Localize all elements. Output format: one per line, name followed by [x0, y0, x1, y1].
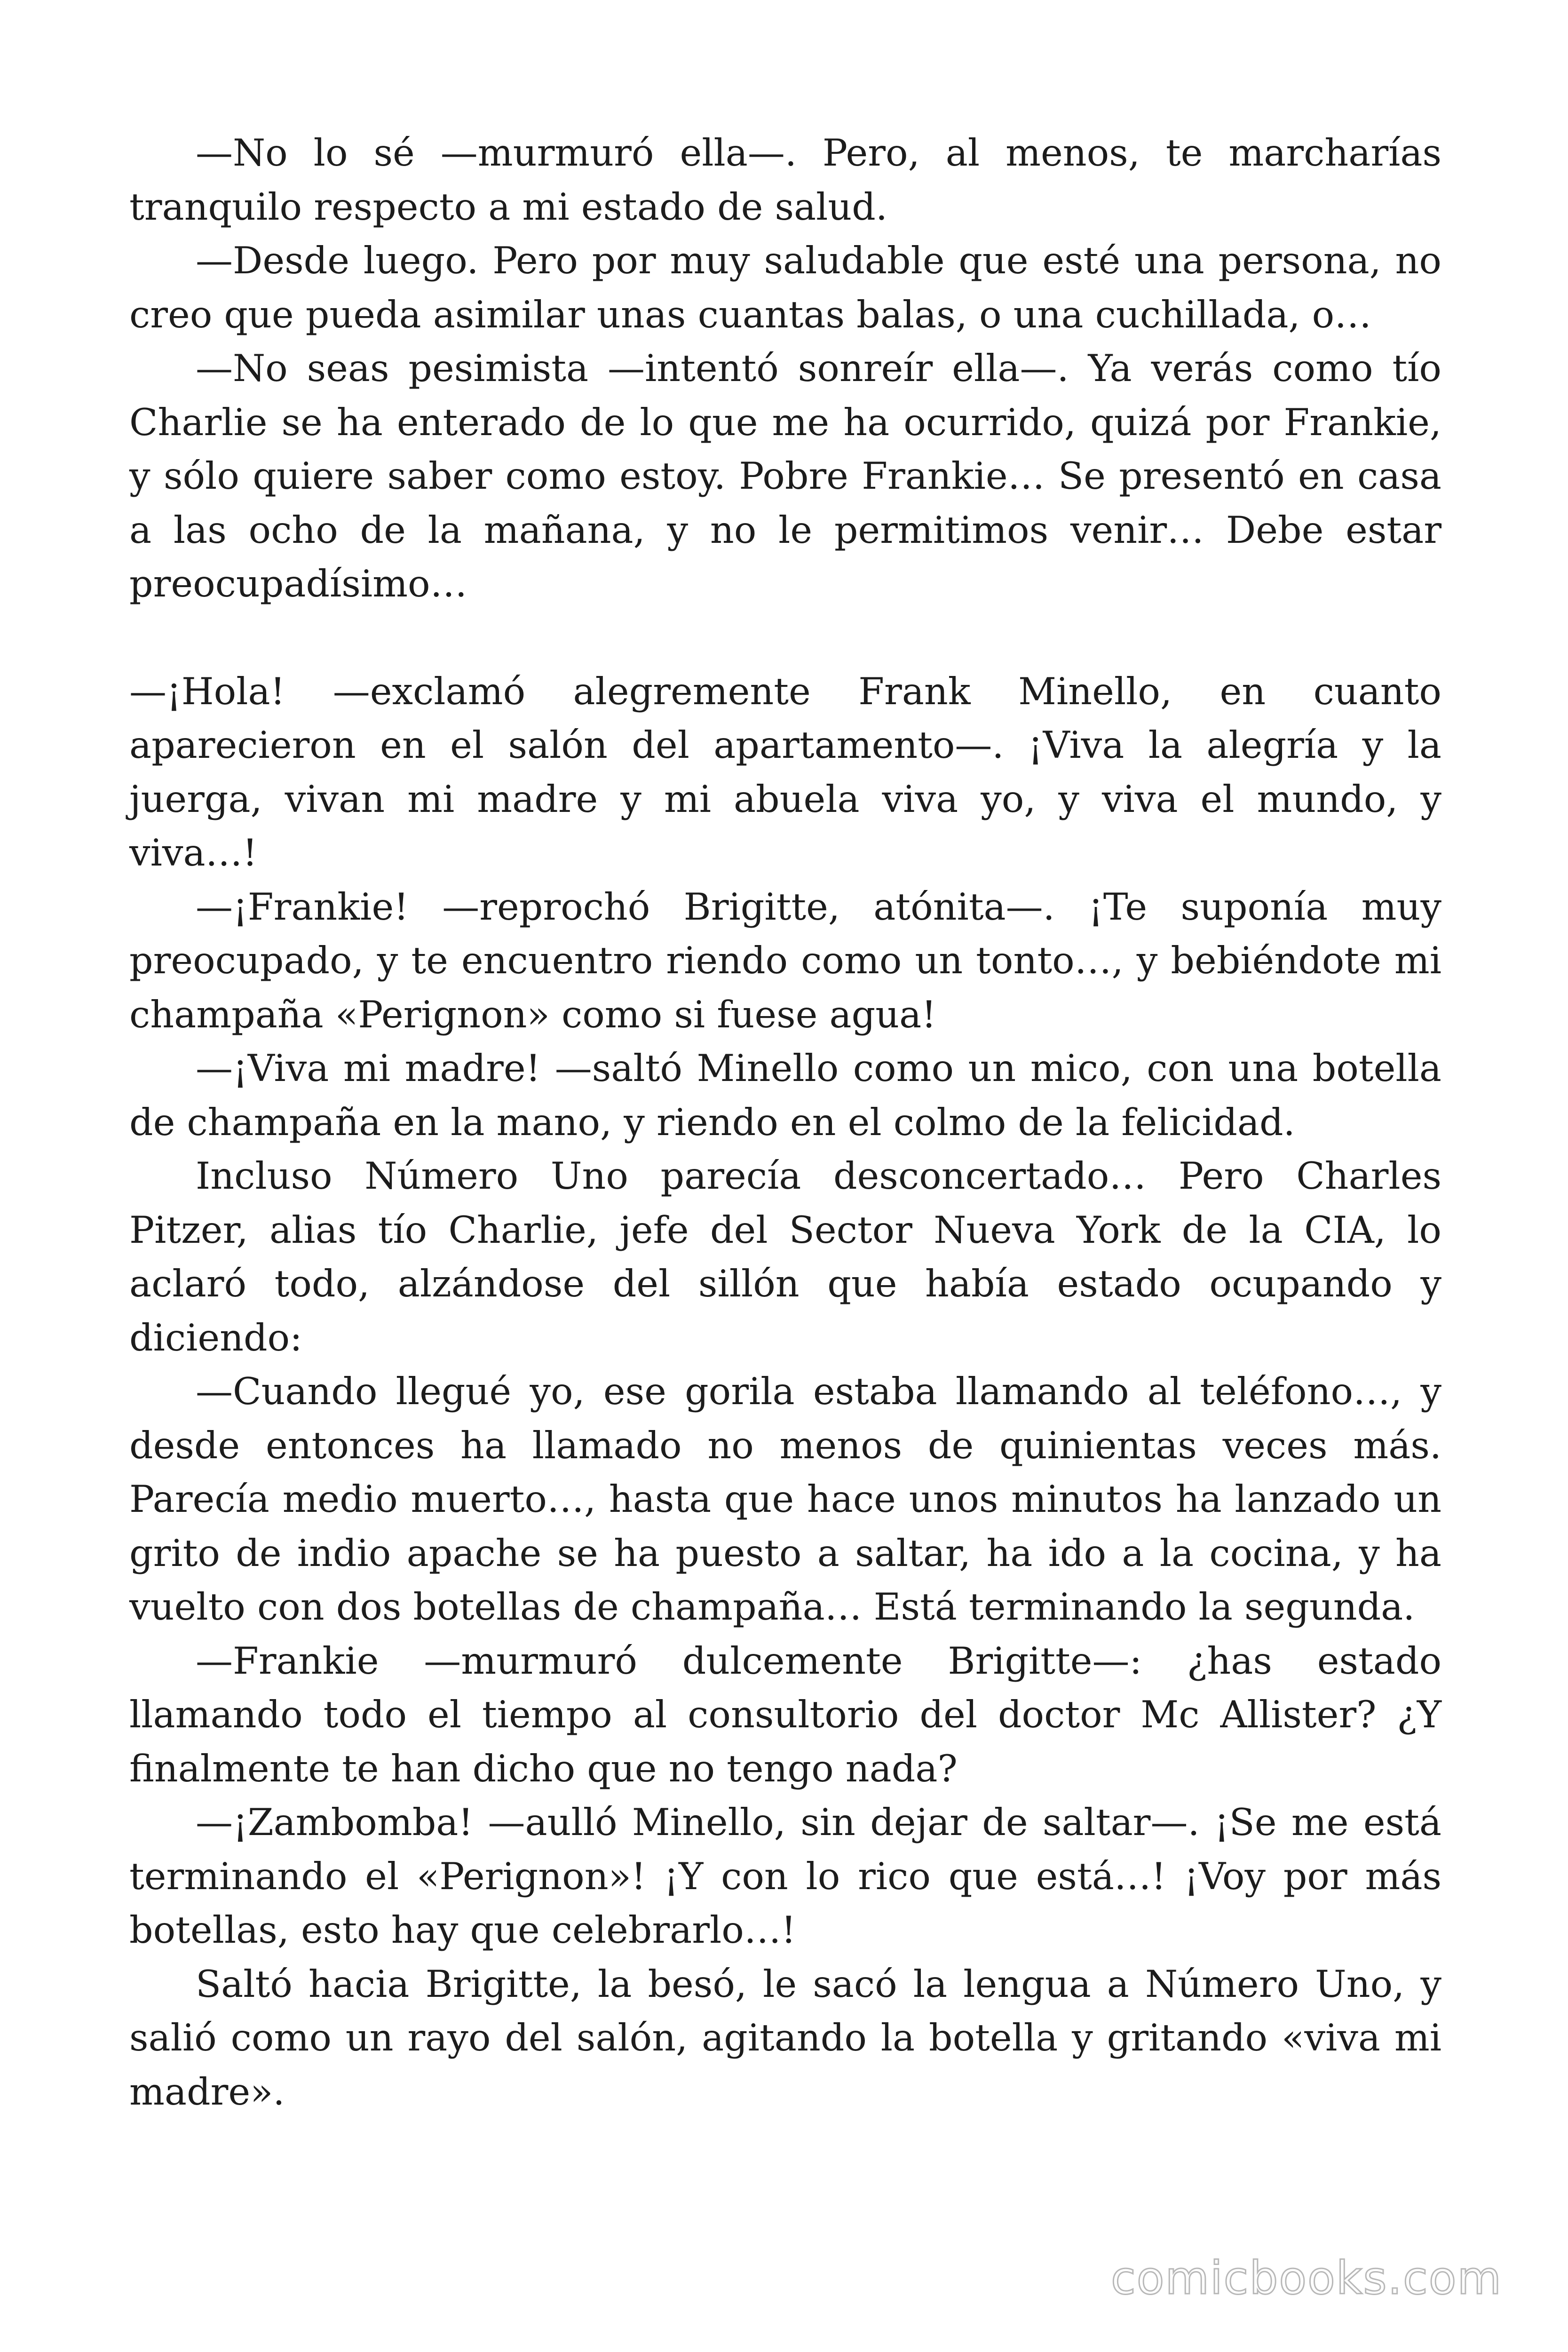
paragraph: —Frankie —murmuró dulcemente Brigitte—: ¿has estado llamando todo el tiempo al consultorio del doctor Mc Allister? ¿Y finalmente te han dicho que no tengo nada? [129, 1639, 1441, 1790]
paragraph: —Cuando llegué yo, ese gorila estaba llamando al teléfono…, y desde entonces ha llamado no menos de quinientas veces más. Parecía medio muerto…, hasta que hace unos minutos ha lanzado un grito de indio apache se ha puesto a saltar, ha ido a la cocina, y ha vuelto con dos botellas de champaña… Está terminando la segunda. [129, 1370, 1441, 1629]
paragraph: Saltó hacia Brigitte, la besó, le sacó la lengua a Número Uno, y salió como un rayo del salón, agitando la botella y gritando «viva mi madre». [129, 1962, 1441, 2114]
paragraph: —No lo sé —murmuró ella—. Pero, al menos, te marcharías tranquilo respecto a mi estado de salud. [129, 131, 1441, 229]
paragraph: Incluso Número Uno parecía desconcertado… Pero Charles Pitzer, alias tío Charlie, jefe del Sector Nueva York de la CIA, lo aclaró todo, alzándose del sillón que había estado ocupando y diciendo: [129, 1154, 1441, 1359]
paragraph: —¡Zambomba! —aulló Minello, sin dejar de saltar—. ¡Se me está terminando el «Perignon»! ¡Y con lo rico que está…! ¡Voy por más botellas, esto hay que celebrarlo…! [129, 1801, 1441, 1952]
watermark: comicbooks.com [1110, 2252, 1502, 2304]
paragraph: —¡Frankie! —reprochó Brigitte, atónita—. ¡Te suponía muy preocupado, y te encuentro riendo como un tonto…, y bebiéndote mi champaña «Perignon» como si fuese agua! [129, 885, 1441, 1036]
paragraph: —¡Hola! —exclamó alegremente Frank Minello, en cuanto aparecieron en el salón del apartamento—. ¡Viva la alegría y la juerga, vivan mi madre y mi abuela viva yo, y viva el mundo, y viva…! [129, 669, 1441, 874]
paragraph: —No seas pesimista —intentó sonreír ella—. Ya verás como tío Charlie se ha enterado de lo que me ha ocurrido, quizá por Frankie, y sólo quiere saber como estoy. Pobre Frankie… Se presentó en casa a las ocho de la mañana, y no le permitimos venir… Debe estar preocupadísimo… [129, 347, 1441, 605]
book-page-text [129, 126, 1441, 2119]
paragraph: —Desde luego. Pero por muy saludable que esté una persona, no creo que pueda asimilar unas cuantas balas, o una cuchillada, o… [129, 239, 1441, 336]
paragraph: —¡Viva mi madre! —saltó Minello como un mico, con una botella de champaña en la mano, y riendo en el colmo de la felicidad. [129, 1047, 1441, 1144]
